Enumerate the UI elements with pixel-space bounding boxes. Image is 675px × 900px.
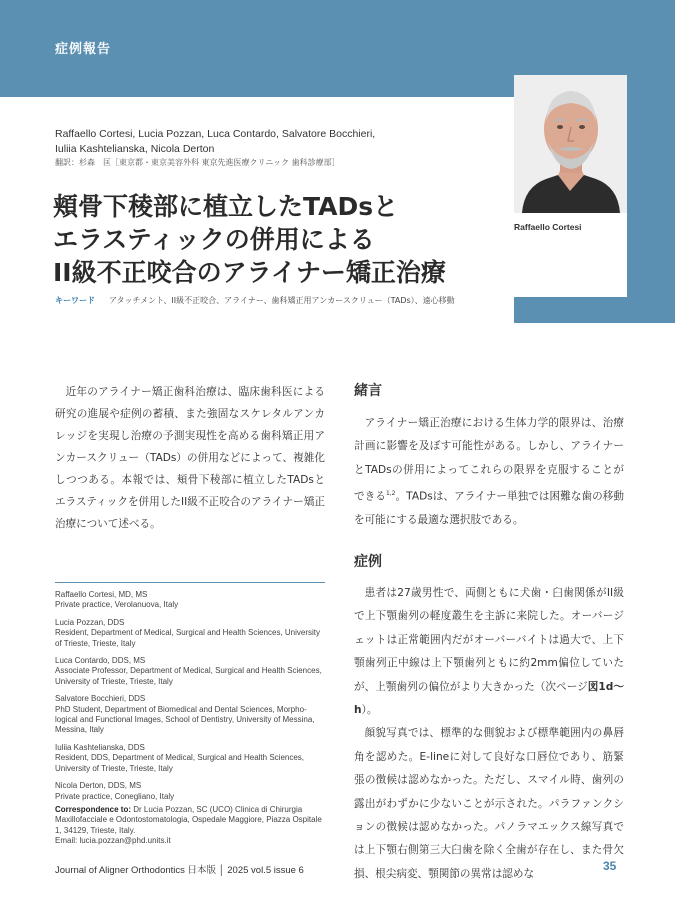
affiliation-detail: Private practice, Verolanuova, Italy <box>55 600 179 610</box>
case-para1-text-a: 患者は27歳男性で、両側ともに犬歯・臼歯関係がII級で上下顎歯列の軽度叢生を主訴に来院した。オーバージェットは正常範囲内だがオーバーバイトは過大で、上下顎歯列正中線は上下顎歯列ともに約2mm偏位していたが、上顎歯列の偏位がより大きかった（次ページ <box>354 587 624 693</box>
keywords <box>55 295 455 306</box>
affiliation-entry <box>55 590 325 611</box>
affiliation-name: Salvatore Bocchieri, DDS <box>55 694 146 704</box>
author-list <box>55 127 495 157</box>
affiliation-name: Raffaello Cortesi, MD, MS <box>55 590 148 599</box>
citation-superscript: 1,2 <box>385 490 396 498</box>
author-photo <box>514 75 627 213</box>
affiliation-entry <box>55 694 325 736</box>
case-paragraph-1 <box>354 582 624 722</box>
affiliation-entry <box>55 618 325 649</box>
journal-footer: Journal of Aligner Orthodontics 日本版 │ 2025 vol.5 issue 6 <box>55 865 304 876</box>
case-para1-text-b: ）。 <box>361 704 378 717</box>
keywords-label: キーワード <box>55 296 95 305</box>
author-portrait-image <box>514 75 627 213</box>
section-case <box>354 551 624 886</box>
author-affiliations <box>55 590 325 847</box>
introduction-paragraph <box>354 412 624 533</box>
correspondence-label: Correspondence to: <box>55 804 132 814</box>
title-line3: II級不正咬合のアライナー矯正治療 <box>53 258 446 287</box>
correspondence-address: Dr Lucia Pozzan, SC (UCO) Clinica di Chirurgia Maxillofacciale e Odontostomatologia, Ospedale Maggiore, Piazza Ospitale 1, 34129, Trieste, Italy. <box>55 804 322 835</box>
affiliation-name: Iuliia Kashtelianska, DDS <box>55 742 145 752</box>
section-introduction <box>354 380 624 533</box>
introduction-text-b: 。TADsは、アライナー単独では困難な歯の移動を可能にする最適な選択肢である。 <box>354 490 624 527</box>
affiliation-entry <box>55 656 325 687</box>
case-paragraph-2: 顔貌写真では、標準的な側貌および標準範囲内の鼻唇角を認めた。E-lineに対して良好な口唇位であり、筋緊張の徴候は認めなかった。ただし、スマイル時、歯列の露出がわずかに少ないことが示された。パラファンクションの徴候は認めなかった。パノラマエックス線写真では上下顎右側第三大臼歯を除く全歯が存在し、また骨欠損、根尖病変、顎関節の異常は認めな <box>354 727 624 880</box>
photo-caption: Raffaello Cortesi <box>514 222 582 232</box>
affiliations-divider <box>55 582 325 583</box>
affiliation-entry <box>55 781 325 802</box>
affiliation-detail: Associate Professor, Department of Medical, Surgical and Health Sciences, University of Trieste, Trieste, Italy <box>55 666 322 686</box>
affiliation-name: Nicola Derton, DDS, MS <box>55 781 142 791</box>
title-line1: 頬骨下稜部に植立したTADsと <box>53 192 399 221</box>
figure-reference: 図1d〜h <box>354 680 624 717</box>
affiliation-name: Lucia Pozzan, DDS <box>55 617 125 627</box>
correspondence-email: Email: lucia.pozzan@phd.units.it <box>55 836 171 846</box>
article-category: 症例報告 <box>55 42 112 57</box>
affiliation-detail: PhD Student, Department of Biomedical and Dental Sciences, Morpho-logical and Functional Images, School of Dentistry, University of Messina, Messina, Italy <box>55 704 315 735</box>
translator-credit: 翻訳：杉森 匡［東京都・東京美容外科 東京先進医療クリニック 歯科診療部］ <box>55 158 340 167</box>
abstract: 近年のアライナー矯正歯科治療は、臨床歯科医による研究の進展や症例の蓄積、また強固なスケレタルアンカレッジを実現し治療の予測実現性を高める歯科矯正用アンカースクリュー（TADs）の併用などによって、複雑化しつつある。本報では、頬骨下稜部に植立したTADsとエラスティックを併用したII級不正咬合のアライナー矯正治療について述べる。 <box>55 385 325 530</box>
article-title <box>53 190 503 289</box>
introduction-heading: 緒言 <box>354 383 382 399</box>
affiliation-name: Luca Contardo, DDS, MS <box>55 656 146 666</box>
keywords-text: アタッチメント、II級不正咬合、アライナー、歯科矯正用アンカースクリュー（TADs）、遠心移動 <box>109 296 455 305</box>
affiliation-detail: Private practice, Conegliano, Italy <box>55 791 175 801</box>
page-number: 35 <box>603 859 617 873</box>
affiliation-detail: Resident, Department of Medical, Surgical and Health Sciences, University of Trieste, Trieste, Italy <box>55 628 321 648</box>
author-names-line2: Iuliia Kashtelianska, Nicola Derton <box>55 143 215 155</box>
affiliation-entry <box>55 743 325 774</box>
author-names-line1: Raffaello Cortesi, Lucia Pozzan, Luca Contardo, Salvatore Bocchieri, <box>55 128 376 140</box>
title-line2: エラスティックの併用による <box>53 225 375 254</box>
introduction-text-a: アライナー矯正治療における生体力学的限界は、治療計画に影響を及ぼす可能性がある。しかし、アライナーとTADsの併用によってこれらの限界を克服することができる <box>354 417 624 503</box>
affiliation-detail: Resident, DDS, Department of Medical, Surgical and Health Sciences, University of Trieste, Trieste, Italy <box>55 753 305 773</box>
case-heading: 症例 <box>354 554 382 570</box>
correspondence <box>55 805 325 847</box>
